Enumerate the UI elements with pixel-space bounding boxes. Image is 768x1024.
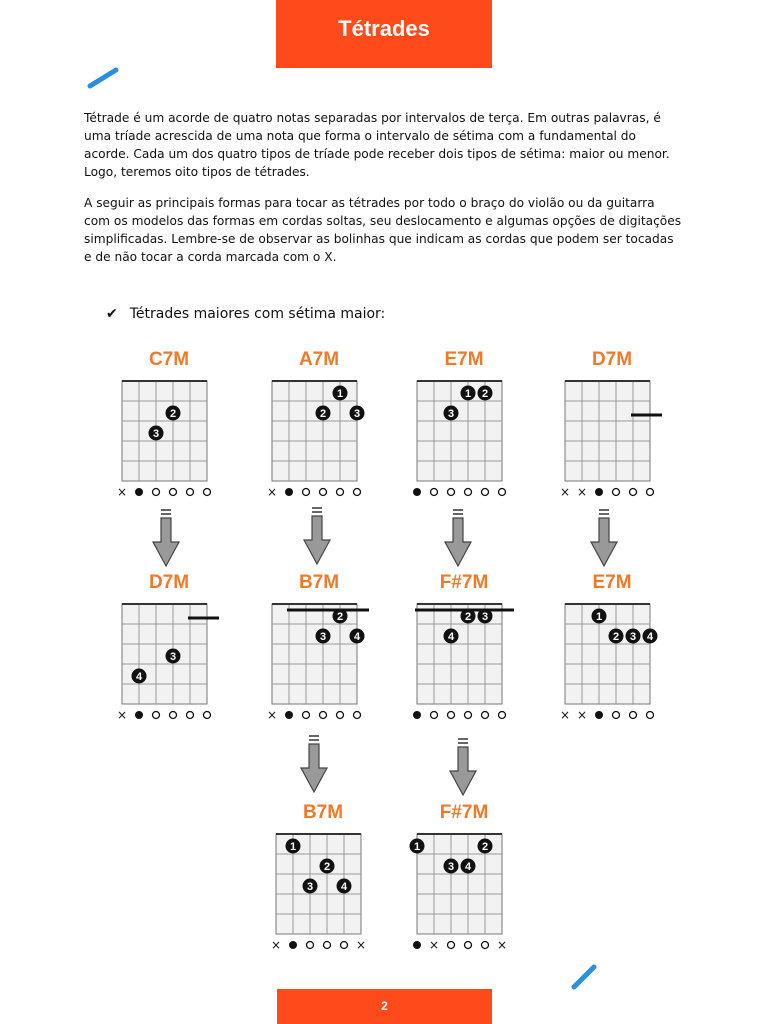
muted-string-icon: × (576, 485, 588, 499)
open-string-icon (647, 489, 654, 496)
chord-name: D7M (591, 349, 633, 370)
chord-diagram-a7m (264, 345, 374, 505)
page-number: 2 (381, 999, 388, 1013)
open-string-icon (448, 712, 455, 719)
open-string-icon (482, 712, 489, 719)
open-string-icon (613, 712, 620, 719)
root-string-icon (135, 488, 143, 496)
muted-string-icon: × (266, 485, 278, 499)
fretboard-svg (114, 568, 224, 728)
chord-name: E7M (444, 349, 484, 370)
muted-string-icon: × (266, 708, 278, 722)
finger-number: 4 (135, 671, 143, 683)
finger-number: 1 (464, 388, 472, 400)
open-string-icon (187, 489, 194, 496)
finger-number: 3 (319, 631, 327, 643)
muted-string-icon: × (559, 485, 571, 499)
muted-string-icon: × (428, 938, 440, 952)
finger-number: 3 (447, 861, 455, 873)
open-string-icon (170, 712, 177, 719)
open-string-icon (482, 942, 489, 949)
finger-number: 3 (353, 408, 361, 420)
finger-number: 2 (481, 388, 489, 400)
fretboard-svg (264, 568, 374, 728)
down-arrow-icon (151, 508, 181, 570)
chord-diagram-e7m (409, 345, 519, 505)
open-string-icon (448, 942, 455, 949)
fretboard-svg (268, 798, 378, 958)
open-string-icon (499, 712, 506, 719)
fretboard-svg (557, 568, 667, 728)
open-string-icon (482, 489, 489, 496)
open-string-icon (354, 489, 361, 496)
open-string-icon (499, 489, 506, 496)
finger-number: 2 (169, 408, 177, 420)
fretboard-svg (557, 345, 667, 505)
down-arrow-icon (589, 508, 619, 570)
open-string-icon (307, 942, 314, 949)
open-string-icon (320, 489, 327, 496)
down-arrow-icon (299, 734, 329, 796)
chord-diagram-d7m-2 (114, 568, 224, 728)
open-string-icon (204, 712, 211, 719)
open-string-icon (337, 489, 344, 496)
muted-string-icon: × (576, 708, 588, 722)
chord-diagram-b7m (264, 568, 374, 728)
finger-number: 1 (595, 611, 603, 623)
muted-string-icon: × (559, 708, 571, 722)
root-string-icon (285, 488, 293, 496)
muted-string-icon: × (116, 708, 128, 722)
section-title: Tétrades maiores com sétima maior: (129, 306, 386, 322)
page-title: Tétrades (338, 16, 430, 41)
root-string-icon (595, 711, 603, 719)
open-string-icon (187, 712, 194, 719)
chord-diagram-e7m-2 (557, 568, 667, 728)
fretboard (565, 604, 650, 704)
chord-name: F#7M (439, 572, 489, 593)
open-string-icon (303, 712, 310, 719)
open-string-icon (431, 489, 438, 496)
open-string-icon (324, 942, 331, 949)
finger-number: 2 (612, 631, 620, 643)
root-string-icon (413, 941, 421, 949)
muted-string-icon: × (355, 938, 367, 952)
chord-name: B7M (298, 572, 340, 593)
down-arrow-icon (302, 506, 332, 568)
fretboard-svg (114, 345, 224, 505)
open-string-icon (320, 712, 327, 719)
finger-number: 4 (646, 631, 654, 643)
chord-diagram-c7m (114, 345, 224, 505)
root-string-icon (413, 488, 421, 496)
fretboard-svg (409, 345, 519, 505)
page-number-banner (277, 989, 492, 1024)
chord-diagram-b7m-2 (268, 798, 378, 958)
open-string-icon (465, 712, 472, 719)
finger-number: 1 (336, 388, 344, 400)
chord-diagram-fs7m (409, 568, 519, 728)
root-string-icon (595, 488, 603, 496)
chord-name: C7M (148, 349, 190, 370)
finger-number: 3 (169, 651, 177, 663)
open-string-icon (613, 489, 620, 496)
blue-pen-stroke-bottom (570, 962, 600, 992)
open-string-icon (647, 712, 654, 719)
finger-number: 2 (464, 611, 472, 623)
fretboard (122, 381, 207, 481)
fretboard-svg (409, 798, 519, 958)
fretboard-svg (264, 345, 374, 505)
open-string-icon (153, 489, 160, 496)
chord-name: E7M (592, 572, 632, 593)
chord-diagram-d7m (557, 345, 667, 505)
open-string-icon (337, 712, 344, 719)
finger-number: 4 (447, 631, 455, 643)
open-string-icon (630, 712, 637, 719)
open-string-icon (170, 489, 177, 496)
chord-diagram-fs7m-2 (409, 798, 519, 958)
checkmark-icon: ✔ (106, 306, 118, 322)
finger-number: 2 (319, 408, 327, 420)
open-string-icon (431, 712, 438, 719)
finger-number: 3 (306, 881, 314, 893)
finger-number: 2 (323, 861, 331, 873)
finger-number: 4 (464, 861, 472, 873)
open-string-icon (465, 489, 472, 496)
finger-number: 3 (629, 631, 637, 643)
open-string-icon (341, 942, 348, 949)
down-arrow-icon (443, 508, 473, 570)
chord-name: D7M (148, 572, 190, 593)
open-string-icon (153, 712, 160, 719)
open-string-icon (465, 942, 472, 949)
open-string-icon (204, 489, 211, 496)
finger-number: 1 (413, 841, 421, 853)
muted-string-icon: × (496, 938, 508, 952)
chord-name: A7M (298, 349, 340, 370)
fretboard-svg (409, 568, 519, 728)
finger-number: 2 (336, 611, 344, 623)
intro-paragraph-1: Tétrade é um acorde de quatro notas separadas por intervalos de terça. Em outras palavras, é uma tríade acrescida de uma nota que forma o intervalo de sétima com a fundamental do acorde. Cada um dos quatro tipos de tríade pode receber dois tipos de sétima: maior ou menor. Logo, teremos oito tipos de tétrades. (84, 111, 670, 179)
muted-string-icon: × (116, 485, 128, 499)
root-string-icon (135, 711, 143, 719)
root-string-icon (285, 711, 293, 719)
open-string-icon (630, 489, 637, 496)
open-string-icon (448, 489, 455, 496)
muted-string-icon: × (270, 938, 282, 952)
open-string-icon (303, 489, 310, 496)
finger-number: 4 (340, 881, 348, 893)
root-string-icon (413, 711, 421, 719)
fretboard (565, 381, 650, 481)
open-string-icon (354, 712, 361, 719)
chord-name: B7M (302, 802, 344, 823)
down-arrow-icon (448, 737, 478, 799)
root-string-icon (289, 941, 297, 949)
finger-number: 2 (481, 841, 489, 853)
finger-number: 3 (152, 428, 160, 440)
finger-number: 3 (481, 611, 489, 623)
finger-number: 4 (353, 631, 361, 643)
chord-name: F#7M (439, 802, 489, 823)
finger-number: 3 (447, 408, 455, 420)
intro-paragraph-2: A seguir as principais formas para tocar as tétrades por todo o braço do violão ou da guitarra com os modelos das formas em cordas soltas, seu deslocamento e algumas opções de digitações simplificadas. Lembre-se de observar as bolinhas que indicam as cordas que podem ser tocadas e de não tocar a corda marcada com o X. (84, 196, 682, 264)
finger-number: 1 (289, 841, 297, 853)
